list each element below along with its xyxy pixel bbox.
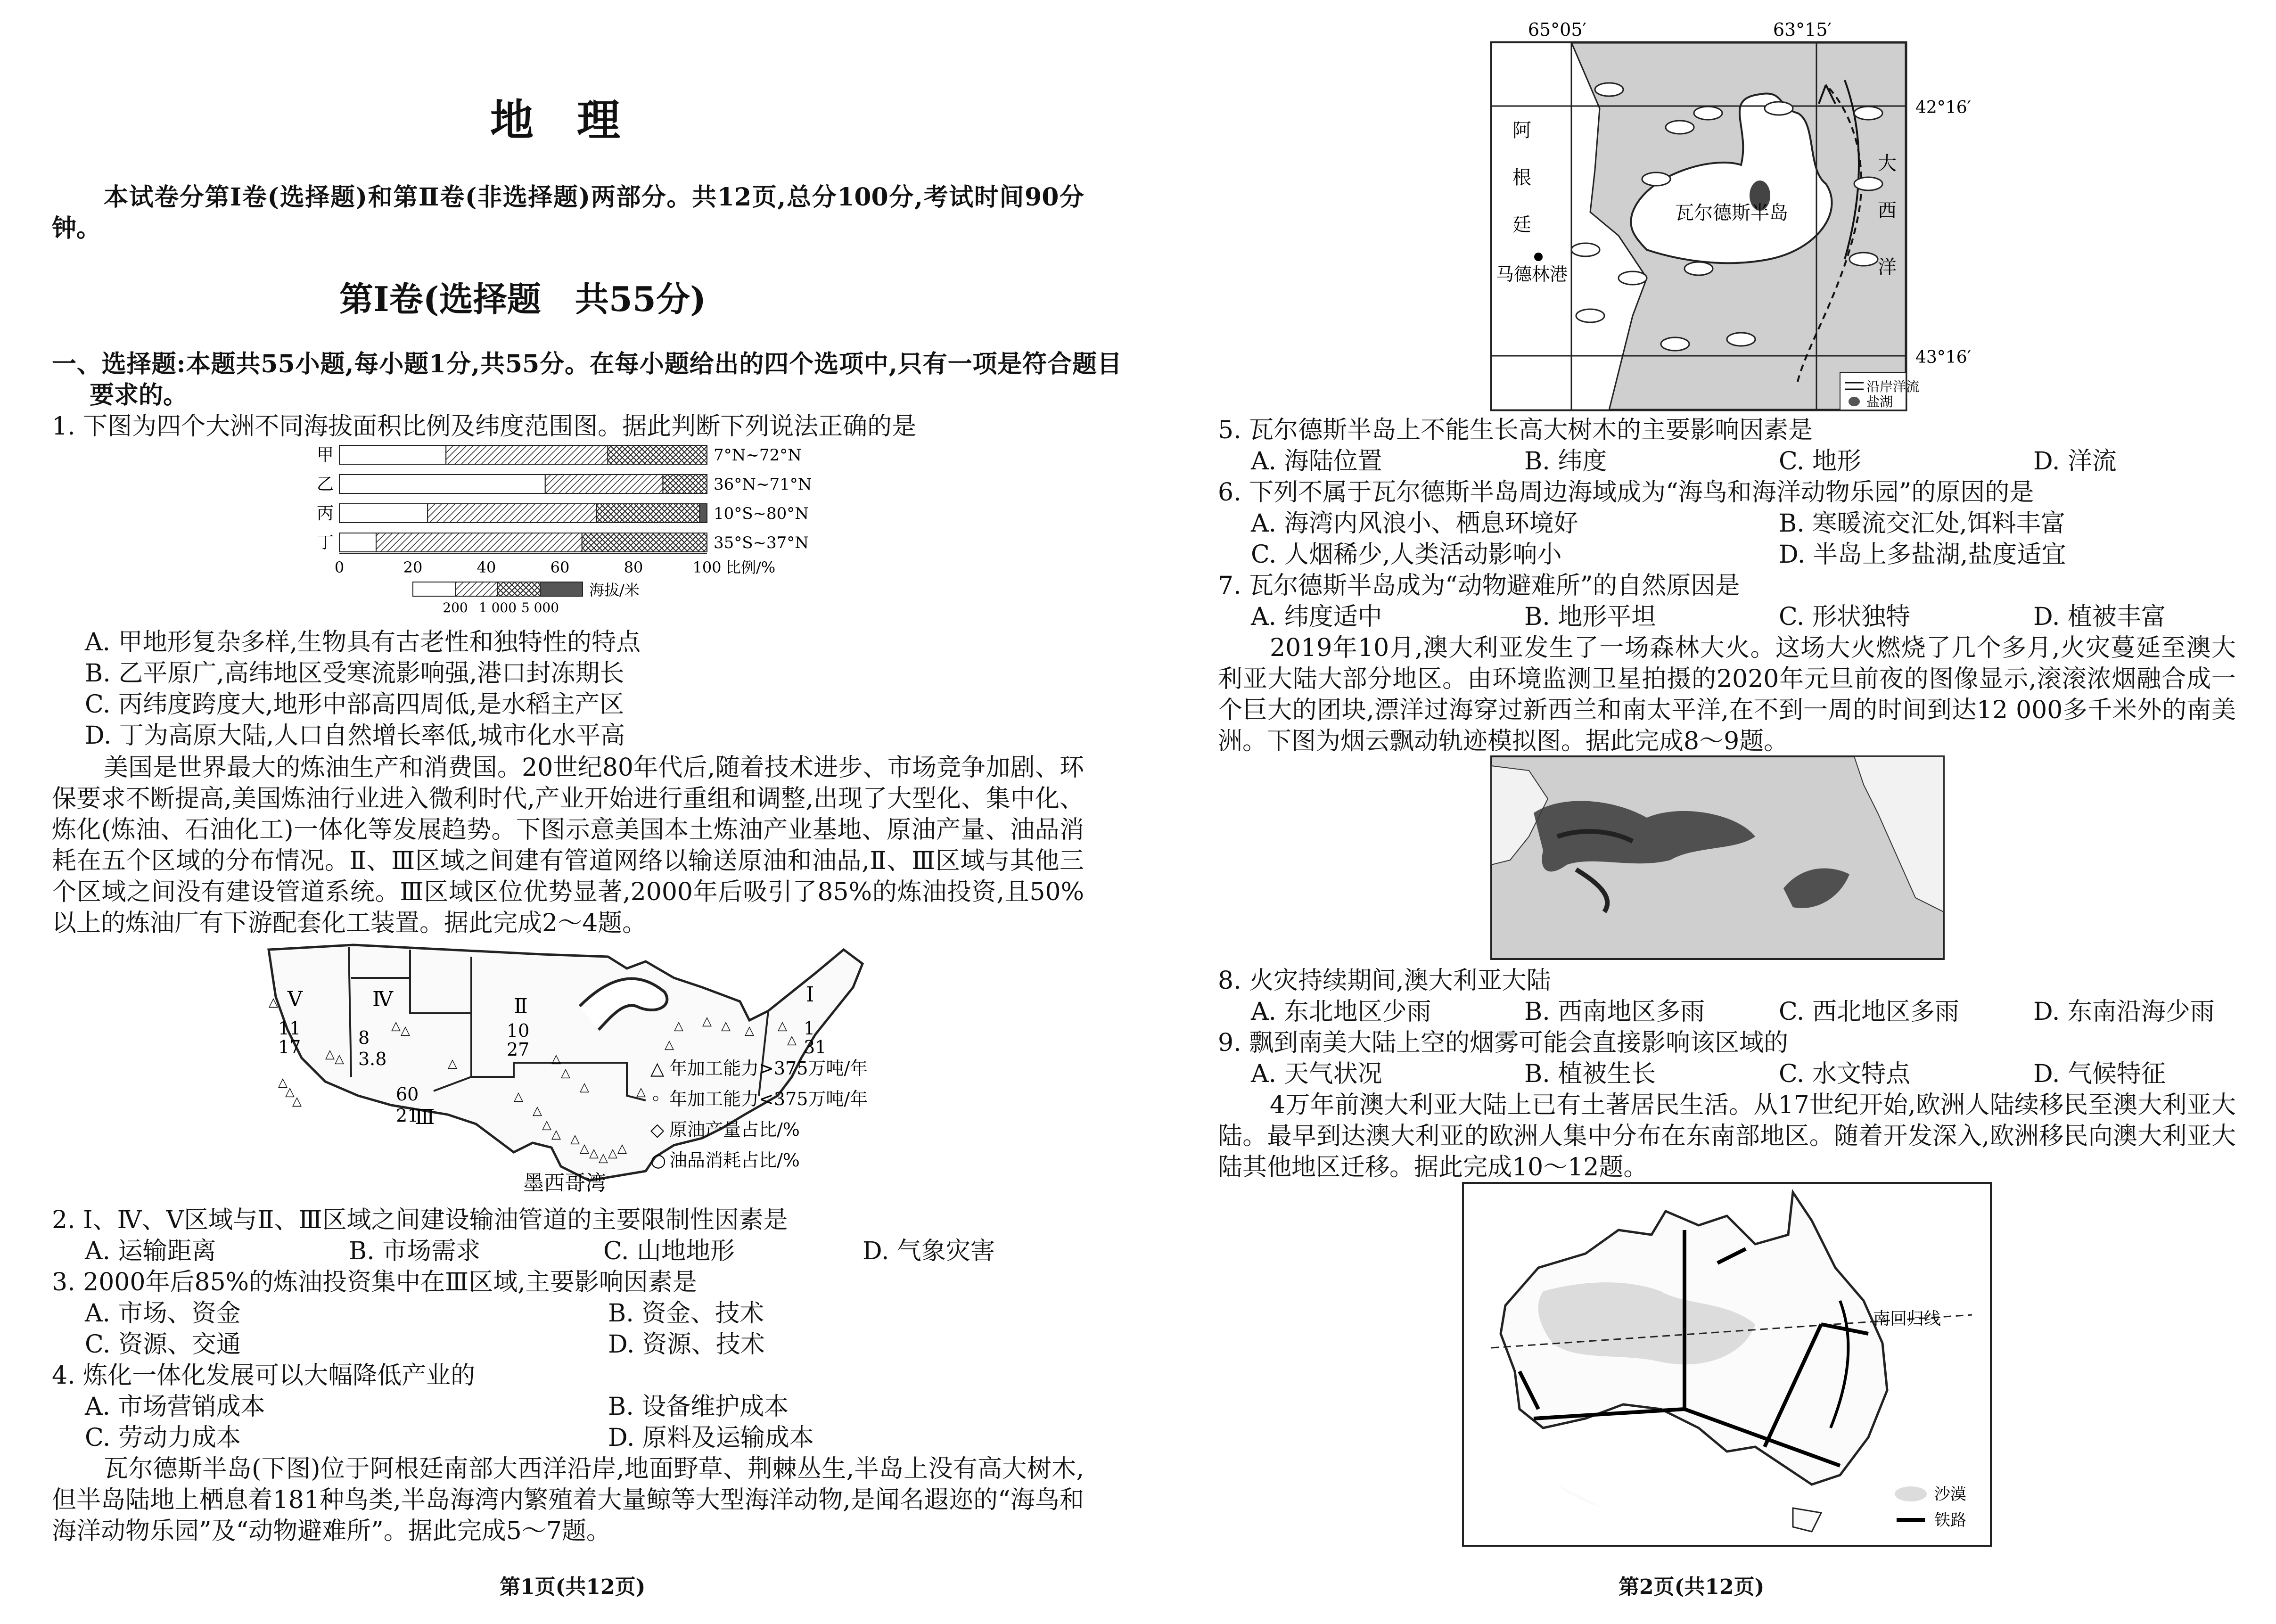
x-tick-label: 40 [477,558,496,576]
v-consumption-value: 17 [278,1037,301,1058]
category-label: 丙 [316,504,334,523]
argentina-label-1: 阿 [1512,120,1531,141]
bar-segment [339,445,446,464]
legend-large-capacity: 年加工能力>375万吨/年 [669,1058,868,1079]
q7-option-d[interactable]: D. 植被丰富 [2033,603,2166,631]
bar-segment [597,504,699,523]
iv-crude-value: 8 [358,1027,370,1048]
q9-option-b[interactable]: B. 植被生长 [1524,1060,1656,1088]
page-2 [1138,0,2276,1624]
q4-option-b[interactable]: B. 设备维护成本 [608,1393,789,1421]
passage-bushfire: 2019年10月,澳大利亚发生了一场森林大火。这场大火燃烧了几个多月,火灾蔓延至澳大利亚大陆大部分地区。由环境监测卫星拍摄的2020年元旦前夜的图像显示,滚滚浓烟融合成一个巨大的团块,漂洋过海穿过新西兰和南太平洋,在不到一周的时间到达12 000多千米外的南美洲。下图为烟云飘动轨迹模拟图。据此完成8～9题。 [1218,634,2236,755]
latitude-range-label: 10°S~80°N [714,504,809,523]
refinery-marker: △ [617,1141,627,1156]
legend-consumption-share: 油品消耗占比/% [669,1150,800,1171]
animal-icon [1854,177,1882,190]
q8-option-d[interactable]: D. 东南沿海少雨 [2033,998,2215,1026]
refinery-marker: △ [778,1019,787,1033]
q6-option-c[interactable]: C. 人烟稀少,人类活动影响小 [1251,541,1562,569]
refinery-marker: △ [278,1075,288,1090]
region-ii-label: Ⅱ [514,994,528,1018]
latitude-range-label: 7°N~72°N [714,446,802,465]
page-title: 地 理 [490,95,621,146]
q2-stem: 2. Ⅰ、Ⅳ、Ⅴ区域与Ⅱ、Ⅲ区域之间建设输油管道的主要限制性因素是 [52,1206,788,1234]
refinery-marker: △ [551,1052,561,1066]
bar-segment [608,445,707,464]
svg-text:○: ○ [650,1150,666,1171]
q3-option-a[interactable]: A. 市场、资金 [85,1299,241,1328]
x-tick-label: 60 [550,558,570,576]
argentina-label-3: 廷 [1512,214,1531,236]
x-tick-label: 80 [624,558,643,576]
q8-option-c[interactable]: C. 西北地区多雨 [1779,998,1959,1026]
refinery-marker: △ [401,1024,410,1038]
refinery-marker: △ [608,1146,617,1160]
refinery-marker: △ [448,1057,457,1071]
legend-small-capacity: 年加工能力<375万吨/年 [669,1089,868,1109]
bar-segment [339,475,545,493]
q6-option-d[interactable]: D. 半岛上多盐湖,盐度适宜 [1779,541,2066,569]
animal-icon [1661,337,1689,351]
q4-option-d[interactable]: D. 原料及运输成本 [608,1424,814,1452]
animal-icon [1642,172,1670,186]
bar-segment [663,475,707,493]
bar-segment [339,533,376,552]
q7-stem: 7. 瓦尔德斯半岛成为“动物避难所”的自然原因是 [1218,572,1740,600]
legend-swatch [413,582,455,596]
q5-option-a[interactable]: A. 海陆位置 [1251,447,1382,476]
valdes-map-legend [1840,372,1919,410]
refinery-marker: △ [721,1019,731,1033]
atlantic-label-3: 洋 [1878,256,1897,278]
legend-desert: 沙漠 [1934,1485,1966,1504]
bar-segment [699,504,707,523]
lat-label-north: 42°16′ [1915,98,1971,117]
q6-option-b[interactable]: B. 寒暖流交汇处,饵料丰富 [1779,509,2065,538]
animal-icon [1854,107,1882,120]
region-v-label: Ⅴ [288,987,303,1011]
q8-option-a[interactable]: A. 东北地区少雨 [1251,998,1431,1026]
passage-valdes: 瓦尔德斯半岛(下图)位于阿根廷南部大西洋沿岸,地面野草、荆棘丛生,半岛上没有高大树木,但半岛陆地上栖息着181种鸟类,半岛海湾内繁殖着大量鲸等大型海洋动物,是闻名遐迩的“海鸟和海洋动物乐园”及“动物避难所”。据此完成5～7题。 [52,1455,1084,1545]
lat-label-south: 43°16′ [1915,348,1971,367]
q4-option-c[interactable]: C. 劳动力成本 [85,1424,241,1452]
category-label: 乙 [316,475,334,494]
section1-instructions: 一、选择题:本题共55小题,每小题1分,共55分。在每小题给出的四个选项中,只有一项是符合题目要求的。 [52,350,1122,410]
q1-option-b[interactable]: B. 乙平原广,高纬地区受寒流影响强,港口封冻期长 [85,659,624,688]
page-footer-2: 第2页(共12页) [1619,1575,1765,1599]
refinery-marker: △ [325,1047,335,1061]
x-tick-label: 20 [403,558,423,576]
region-iv-label: Ⅳ [372,987,393,1011]
refinery-marker: △ [580,1080,589,1094]
part1-heading: 第Ⅰ卷(选择题 共55分) [339,279,707,319]
refinery-marker: △ [391,1019,401,1033]
q7-option-a[interactable]: A. 纬度适中 [1251,603,1382,631]
q2-option-b[interactable]: B. 市场需求 [349,1237,481,1265]
q3-option-d[interactable]: D. 资源、技术 [608,1330,765,1359]
i-crude-value: 1 [804,1018,815,1039]
refinery-marker: △ [570,1132,580,1146]
svg-text:◦: ◦ [650,1089,661,1109]
legend-swatch [498,582,540,596]
category-label: 甲 [316,445,334,465]
q9-option-a[interactable]: A. 天气状况 [1251,1060,1382,1088]
q9-option-d[interactable]: D. 气候特征 [2033,1060,2166,1088]
ii-consumption-value: 27 [507,1039,530,1060]
refinery-marker: △ [335,1052,344,1066]
q5-option-b[interactable]: B. 纬度 [1524,447,1607,476]
q6-stem: 6. 下列不属于瓦尔德斯半岛周边海域成为“海鸟和海洋动物乐园”的原因的是 [1218,478,2034,507]
refinery-marker: △ [674,1019,683,1033]
legend-title: 海拔/米 [589,581,640,599]
i-consumption-value: 31 [804,1037,827,1058]
refinery-marker: △ [580,1141,589,1156]
bar-segment [545,475,663,493]
q5-option-c[interactable]: C. 地形 [1779,447,1861,476]
refinery-marker: △ [636,1085,646,1099]
legend-coastal-current: 沿岸洋流 [1866,379,1920,394]
bar-segment [446,445,608,464]
q8-option-b[interactable]: B. 西南地区多雨 [1524,998,1705,1026]
exam-intro: 本试卷分第Ⅰ卷(选择题)和第Ⅱ卷(非选择题)两部分。共12页,总分100分,考试时间90分钟。 [52,183,1084,243]
q1-option-d[interactable]: D. 丁为高原大陆,人口自然增长率低,城市化水平高 [85,722,625,750]
legend-swatch [540,582,583,596]
refinery-marker: △ [551,1127,561,1141]
iii-crude-value: 60 [396,1084,419,1105]
x-tick-label: 100 [692,558,722,576]
q5-stem: 5. 瓦尔德斯半岛上不能生长高大树木的主要影响因素是 [1218,416,1813,444]
svg-text:◇: ◇ [650,1119,665,1140]
lon-label-east: 63°15′ [1773,19,1832,40]
q2-option-d[interactable]: D. 气象灾害 [863,1237,995,1265]
legend-railway: 铁路 [1934,1511,1966,1530]
smoke-trajectory-map [1491,756,1944,959]
q3-stem: 3. 2000年后85%的炼油投资集中在Ⅲ区域,主要影响因素是 [52,1268,697,1296]
q7-option-c[interactable]: C. 形状独特 [1779,603,1910,631]
refinery-marker: △ [533,1104,542,1118]
q1-option-c[interactable]: C. 丙纬度跨度大,地形中部高四周低,是水稻主产区 [85,690,624,719]
category-label: 丁 [316,533,334,552]
animal-icon [1595,83,1623,96]
tropic-of-capricorn-label: 南回归线 [1873,1309,1941,1329]
australia-railway-map [1463,1183,1991,1546]
q1-option-a[interactable]: A. 甲地形复杂多样,生物具有古老性和独特性的特点 [85,628,641,656]
animal-icon [1619,271,1647,285]
x-tick-label: 0 [334,558,345,576]
q2-option-a[interactable]: A. 运输距离 [85,1237,216,1265]
q3-option-c[interactable]: C. 资源、交通 [85,1330,241,1359]
v-crude-value: 11 [278,1018,301,1039]
legend-label: 5 000 [521,600,559,615]
q6-option-a[interactable]: A. 海湾内风浪小、栖息环境好 [1251,509,1578,538]
atlantic-label-1: 大 [1878,153,1897,174]
q8-stem: 8. 火灾持续期间,澳大利亚大陆 [1218,967,1551,995]
valdes-peninsula-label: 瓦尔德斯半岛 [1675,202,1788,224]
passage-us-refining: 美国是世界最大的炼油生产和消费国。20世纪80年代后,随着技术进步、市场竞争加剧、环保要求不断提高,美国炼油行业进入微利时代,产业开始进行重组和调整,出现了大型化、集中化、炼化(炼油、石油化工)一体化等发展趋势。下图示意美国本土炼油产业基地、原油产量、油品消耗在五个区域的分布情况。Ⅱ、Ⅲ区域之间建有管道网络以输送原油和油品,Ⅱ、Ⅲ区域与其他三个区域之间没有建设管道系统。Ⅲ区域区位优势显著,2000年后吸引了85%的炼油投资,且50%以上的炼油厂有下游配套化工装置。据此完成2～4题。 [52,754,1084,937]
legend-crude-share: 原油产量占比/% [669,1119,800,1140]
q9-option-c[interactable]: C. 水文特点 [1779,1060,1910,1088]
q1-stem: 1. 下图为四个大洲不同海拔面积比例及纬度范围图。据此判断下列说法正确的是 [52,412,917,441]
legend-label: 200 [443,600,468,615]
q4-option-a[interactable]: A. 市场营销成本 [85,1393,265,1421]
bar-segment [339,504,427,523]
argentina-label-2: 根 [1512,167,1531,189]
q4-stem: 4. 炼化一体化发展可以大幅降低产业的 [52,1362,476,1390]
iii-consumption-value: 21 [396,1105,419,1126]
refinery-marker: △ [292,1094,302,1108]
x-axis-label: 比例/% [726,558,776,576]
gulf-of-mexico-label: 墨西哥湾 [523,1171,606,1195]
elevation-bar-chart [311,441,858,620]
animal-icon [1684,262,1713,275]
refinery-marker: △ [702,1014,712,1028]
animal-icon [1765,102,1793,115]
animal-icon [1576,309,1604,322]
q2-option-c[interactable]: C. 山地地形 [603,1237,735,1265]
puerto-madryn-label: 马德林港 [1496,264,1568,285]
refinery-marker: △ [599,1151,608,1165]
refinery-marker: △ [589,1146,599,1160]
bar-segment [582,533,707,552]
q9-stem: 9. 飘到南美大陆上空的烟雾可能会直接影响该区域的 [1218,1029,1789,1057]
q5-option-d[interactable]: D. 洋流 [2033,447,2117,476]
refinery-marker: △ [787,1033,797,1047]
refinery-marker: △ [514,1090,523,1104]
ii-crude-value: 10 [507,1020,530,1041]
latitude-range-label: 35°S~37°N [714,533,809,552]
legend-salt-lake: 盐湖 [1866,394,1893,410]
animal-icon [1666,121,1694,134]
animal-icon [1727,333,1755,346]
lon-label-west: 65°05′ [1528,19,1587,40]
animal-icon [1694,107,1722,120]
valdes-peninsula-map [1477,14,1971,415]
bar-segment [376,533,582,552]
animal-icon [1571,243,1600,256]
refinery-marker: △ [665,1038,674,1052]
bar-segment [427,504,597,523]
refinery-marker: △ [285,1085,295,1099]
iv-consumption-value: 3.8 [358,1049,387,1069]
region-iii-label: Ⅲ [415,1105,435,1129]
svg-text:△: △ [650,1058,665,1079]
page-footer-1: 第1页(共12页) [500,1575,646,1599]
us-refining-map [250,935,910,1199]
refinery-marker: △ [269,995,278,1009]
region-i-label: Ⅰ [806,983,814,1007]
legend-swatch [455,582,498,596]
q3-option-b[interactable]: B. 资金、技术 [608,1299,764,1328]
refinery-marker: △ [561,1066,570,1080]
q7-option-b[interactable]: B. 地形平坦 [1524,603,1656,631]
atlantic-label-2: 西 [1878,200,1897,221]
legend-label: 1 000 [478,600,517,615]
latitude-range-label: 36°N~71°N [714,475,812,494]
refinery-marker: △ [745,1024,754,1038]
passage-australia-migration: 4万年前澳大利亚大陆上已有土著居民生活。从17世纪开始,欧洲人陆续移民至澳大利亚大陆。最早到达澳大利亚的欧洲人集中分布在东南部地区。随着开发深入,欧洲移民向澳大利亚大陆其他地区迁移。据此完成10～12题。 [1218,1091,2236,1181]
animal-icon [1849,253,1878,266]
refinery-marker: △ [542,1118,551,1132]
